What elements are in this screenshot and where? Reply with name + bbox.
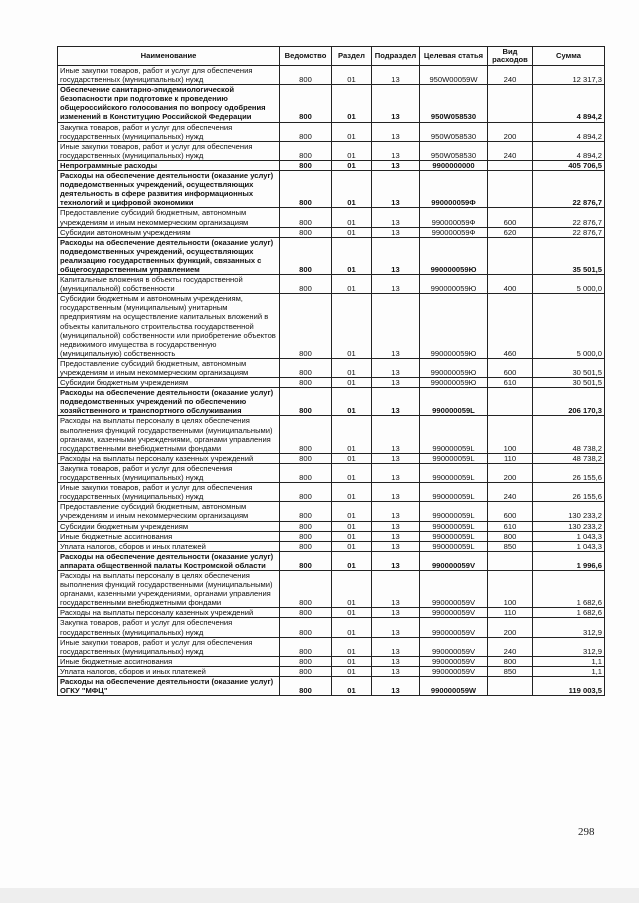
cell-exptype: 240 <box>488 483 533 502</box>
cell-exptype: 620 <box>488 227 533 237</box>
cell-subsection: 13 <box>372 171 420 208</box>
cell-sum: 5 000,0 <box>533 294 605 359</box>
cell-name: Уплата налогов, сборов и иных платежей <box>58 666 280 676</box>
cell-sum: 22 876,7 <box>533 171 605 208</box>
table-row <box>58 618 605 637</box>
cell-target: 990000059Ю <box>420 358 488 377</box>
cell-exptype <box>488 388 533 416</box>
cell-sum: 35 501,5 <box>533 237 605 274</box>
cell-subsection: 13 <box>372 275 420 294</box>
cell-sum: 1 043,3 <box>533 541 605 551</box>
cell-target: 990000059L <box>420 483 488 502</box>
table-row <box>58 656 605 666</box>
cell-exptype <box>488 160 533 170</box>
cell-subsection: 13 <box>372 66 420 85</box>
cell-name: Закупка товаров, работ и услуг для обеспечения государственных (муниципальных) нужд <box>58 618 280 637</box>
cell-subsection: 13 <box>372 237 420 274</box>
cell-dept: 800 <box>280 141 332 160</box>
cell-target: 950W00059W <box>420 66 488 85</box>
cell-name: Расходы на обеспечение деятельности (оказание услуг) подведомственных учреждений, осуществляющих реализацию государственных функций, связанных с общегосударственным управлением <box>58 237 280 274</box>
cell-section: 01 <box>332 85 372 122</box>
cell-target: 9900000000 <box>420 160 488 170</box>
table-row <box>58 608 605 618</box>
cell-name: Обеспечение санитарно-эпидемиологической безопасности при подготовке к проведению общероссийского голосования по вопросу одобрения изменений в Конституцию Российской Федерации <box>58 85 280 122</box>
table-row <box>58 677 605 696</box>
cell-section: 01 <box>332 551 372 570</box>
cell-subsection: 13 <box>372 618 420 637</box>
cell-dept: 800 <box>280 570 332 607</box>
cell-exptype: 240 <box>488 66 533 85</box>
cell-dept: 800 <box>280 416 332 453</box>
cell-name: Иные бюджетные ассигнования <box>58 531 280 541</box>
table-row <box>58 171 605 208</box>
cell-exptype: 610 <box>488 378 533 388</box>
cell-target: 990000059V <box>420 656 488 666</box>
cell-name: Закупка товаров, работ и услуг для обеспечения государственных (муниципальных) нужд <box>58 122 280 141</box>
cell-dept: 800 <box>280 208 332 227</box>
cell-target: 950W058530 <box>420 141 488 160</box>
cell-dept: 800 <box>280 541 332 551</box>
cell-name: Иные закупки товаров, работ и услуг для обеспечения государственных (муниципальных) нужд <box>58 637 280 656</box>
cell-subsection: 13 <box>372 677 420 696</box>
cell-exptype: 400 <box>488 275 533 294</box>
cell-section: 01 <box>332 66 372 85</box>
scan-bottom-band <box>0 888 639 903</box>
cell-dept: 800 <box>280 453 332 463</box>
cell-target: 990000059Ю <box>420 275 488 294</box>
cell-subsection: 13 <box>372 453 420 463</box>
cell-sum: 22 876,7 <box>533 227 605 237</box>
cell-name: Предоставление субсидий бюджетным, автономным учреждениям и иным некоммерческим организациям <box>58 208 280 227</box>
cell-target: 990000059L <box>420 502 488 521</box>
cell-subsection: 13 <box>372 378 420 388</box>
cell-section: 01 <box>332 237 372 274</box>
cell-subsection: 13 <box>372 358 420 377</box>
cell-section: 01 <box>332 358 372 377</box>
cell-exptype: 200 <box>488 463 533 482</box>
cell-sum: 30 501,5 <box>533 378 605 388</box>
table-row <box>58 66 605 85</box>
cell-exptype <box>488 677 533 696</box>
cell-subsection: 13 <box>372 463 420 482</box>
cell-exptype: 200 <box>488 122 533 141</box>
cell-target: 990000059Ю <box>420 294 488 359</box>
cell-subsection: 13 <box>372 388 420 416</box>
table-row <box>58 541 605 551</box>
cell-sum: 26 155,6 <box>533 483 605 502</box>
cell-section: 01 <box>332 618 372 637</box>
cell-exptype: 600 <box>488 502 533 521</box>
cell-exptype: 240 <box>488 637 533 656</box>
cell-section: 01 <box>332 171 372 208</box>
cell-subsection: 13 <box>372 416 420 453</box>
table-row <box>58 551 605 570</box>
cell-target: 990000059Ф <box>420 208 488 227</box>
table-row <box>58 275 605 294</box>
cell-exptype: 460 <box>488 294 533 359</box>
cell-target: 990000059V <box>420 637 488 656</box>
cell-target: 990000059W <box>420 677 488 696</box>
cell-name: Расходы на обеспечение деятельности (оказание услуг) аппарата общественной палаты Костромской области <box>58 551 280 570</box>
cell-dept: 800 <box>280 502 332 521</box>
table-row <box>58 122 605 141</box>
cell-subsection: 13 <box>372 608 420 618</box>
cell-section: 01 <box>332 666 372 676</box>
cell-target: 990000059L <box>420 453 488 463</box>
cell-target: 990000059Ю <box>420 378 488 388</box>
cell-subsection: 13 <box>372 227 420 237</box>
cell-dept: 800 <box>280 122 332 141</box>
cell-name: Капитальные вложения в объекты государственной (муниципальной) собственности <box>58 275 280 294</box>
table-body <box>58 66 605 696</box>
cell-name: Субсидии бюджетным и автономным учреждениям, государственным (муниципальным) унитарным предприятиям на осуществление капитальных вложений в объекты капитального строительства государственной (муниципальной) собственности или приобретение объектов недвижимого имущества в государственную (муниципальную) собственность <box>58 294 280 359</box>
cell-subsection: 13 <box>372 637 420 656</box>
cell-dept: 800 <box>280 637 332 656</box>
cell-name: Расходы на обеспечение деятельности (оказание услуг) подведомственных учреждений по обеспечению хозяйственного и транспортного обслуживания <box>58 388 280 416</box>
table-row <box>58 463 605 482</box>
table-row <box>58 521 605 531</box>
cell-exptype: 100 <box>488 416 533 453</box>
cell-sum: 1 996,6 <box>533 551 605 570</box>
cell-subsection: 13 <box>372 141 420 160</box>
table-row <box>58 358 605 377</box>
cell-target: 990000059V <box>420 666 488 676</box>
cell-section: 01 <box>332 208 372 227</box>
cell-name: Непрограммные расходы <box>58 160 280 170</box>
cell-target: 990000059L <box>420 531 488 541</box>
cell-target: 990000059V <box>420 618 488 637</box>
cell-section: 01 <box>332 416 372 453</box>
cell-section: 01 <box>332 531 372 541</box>
cell-target: 990000059Ю <box>420 237 488 274</box>
cell-dept: 800 <box>280 171 332 208</box>
cell-name: Субсидии автономным учреждениям <box>58 227 280 237</box>
cell-dept: 800 <box>280 66 332 85</box>
table-row <box>58 637 605 656</box>
cell-section: 01 <box>332 608 372 618</box>
cell-section: 01 <box>332 453 372 463</box>
cell-dept: 800 <box>280 227 332 237</box>
cell-sum: 206 170,3 <box>533 388 605 416</box>
table-row <box>58 531 605 541</box>
cell-subsection: 13 <box>372 570 420 607</box>
cell-exptype: 610 <box>488 521 533 531</box>
cell-dept: 800 <box>280 294 332 359</box>
cell-section: 01 <box>332 637 372 656</box>
page-number: 298 <box>578 826 595 838</box>
cell-dept: 800 <box>280 483 332 502</box>
cell-sum: 312,9 <box>533 618 605 637</box>
cell-sum: 1,1 <box>533 656 605 666</box>
header-name: Наименование <box>58 47 280 66</box>
cell-sum: 130 233,2 <box>533 521 605 531</box>
table-row <box>58 453 605 463</box>
cell-subsection: 13 <box>372 531 420 541</box>
cell-sum: 48 738,2 <box>533 453 605 463</box>
table-row <box>58 570 605 607</box>
cell-dept: 800 <box>280 677 332 696</box>
cell-section: 01 <box>332 160 372 170</box>
cell-dept: 800 <box>280 463 332 482</box>
table-row <box>58 666 605 676</box>
cell-subsection: 13 <box>372 666 420 676</box>
cell-name: Расходы на обеспечение деятельности (оказание услуг) ОГКУ "МФЦ" <box>58 677 280 696</box>
cell-sum: 312,9 <box>533 637 605 656</box>
cell-name: Субсидии бюджетным учреждениям <box>58 378 280 388</box>
cell-name: Иные закупки товаров, работ и услуг для обеспечения государственных (муниципальных) нужд <box>58 66 280 85</box>
cell-sum: 1 682,6 <box>533 608 605 618</box>
table-row <box>58 483 605 502</box>
cell-exptype: 850 <box>488 541 533 551</box>
cell-sum: 1 043,3 <box>533 531 605 541</box>
cell-section: 01 <box>332 677 372 696</box>
table-row <box>58 416 605 453</box>
cell-name: Иные бюджетные ассигнования <box>58 656 280 666</box>
table-row <box>58 388 605 416</box>
table-row <box>58 85 605 122</box>
cell-sum: 4 894,2 <box>533 122 605 141</box>
cell-exptype <box>488 237 533 274</box>
cell-section: 01 <box>332 483 372 502</box>
cell-subsection: 13 <box>372 502 420 521</box>
cell-subsection: 13 <box>372 656 420 666</box>
table-row <box>58 237 605 274</box>
cell-section: 01 <box>332 570 372 607</box>
cell-exptype: 110 <box>488 608 533 618</box>
cell-dept: 800 <box>280 666 332 676</box>
cell-exptype <box>488 171 533 208</box>
cell-target: 990000059Ф <box>420 227 488 237</box>
cell-target: 990000059V <box>420 608 488 618</box>
cell-dept: 800 <box>280 85 332 122</box>
header-subsection: Подраздел <box>372 47 420 66</box>
header-dept: Ведомство <box>280 47 332 66</box>
cell-name: Иные закупки товаров, работ и услуг для обеспечения государственных (муниципальных) нужд <box>58 141 280 160</box>
cell-subsection: 13 <box>372 483 420 502</box>
cell-sum: 4 894,2 <box>533 141 605 160</box>
cell-name: Уплата налогов, сборов и иных платежей <box>58 541 280 551</box>
cell-exptype: 240 <box>488 141 533 160</box>
table-row <box>58 208 605 227</box>
cell-exptype <box>488 551 533 570</box>
cell-sum: 119 003,5 <box>533 677 605 696</box>
cell-dept: 800 <box>280 160 332 170</box>
cell-dept: 800 <box>280 521 332 531</box>
cell-dept: 800 <box>280 551 332 570</box>
cell-target: 990000059L <box>420 541 488 551</box>
table-row <box>58 141 605 160</box>
cell-dept: 800 <box>280 656 332 666</box>
budget-table <box>57 46 605 696</box>
cell-section: 01 <box>332 122 372 141</box>
cell-sum: 5 000,0 <box>533 275 605 294</box>
cell-dept: 800 <box>280 275 332 294</box>
cell-subsection: 13 <box>372 541 420 551</box>
cell-sum: 4 894,2 <box>533 85 605 122</box>
table-row <box>58 227 605 237</box>
cell-section: 01 <box>332 227 372 237</box>
header-sum: Сумма <box>533 47 605 66</box>
cell-dept: 800 <box>280 237 332 274</box>
cell-dept: 800 <box>280 378 332 388</box>
cell-subsection: 13 <box>372 160 420 170</box>
cell-subsection: 13 <box>372 208 420 227</box>
cell-exptype: 100 <box>488 570 533 607</box>
cell-target: 990000059L <box>420 388 488 416</box>
table-row <box>58 160 605 170</box>
cell-section: 01 <box>332 378 372 388</box>
cell-sum: 30 501,5 <box>533 358 605 377</box>
cell-subsection: 13 <box>372 521 420 531</box>
cell-name: Предоставление субсидий бюджетным, автономным учреждениям и иным некоммерческим организациям <box>58 358 280 377</box>
cell-dept: 800 <box>280 358 332 377</box>
cell-name: Закупка товаров, работ и услуг для обеспечения государственных (муниципальных) нужд <box>58 463 280 482</box>
cell-dept: 800 <box>280 531 332 541</box>
cell-sum: 1,1 <box>533 666 605 676</box>
cell-target: 950W058530 <box>420 85 488 122</box>
cell-section: 01 <box>332 656 372 666</box>
cell-target: 990000059L <box>420 463 488 482</box>
cell-subsection: 13 <box>372 122 420 141</box>
cell-target: 990000059V <box>420 551 488 570</box>
cell-exptype: 200 <box>488 618 533 637</box>
cell-section: 01 <box>332 541 372 551</box>
cell-dept: 800 <box>280 608 332 618</box>
cell-exptype: 600 <box>488 358 533 377</box>
cell-target: 990000059L <box>420 416 488 453</box>
cell-subsection: 13 <box>372 294 420 359</box>
cell-target: 990000059Ф <box>420 171 488 208</box>
cell-name: Субсидии бюджетным учреждениям <box>58 521 280 531</box>
cell-sum: 130 233,2 <box>533 502 605 521</box>
cell-name: Расходы на выплаты персоналу в целях обеспечения выполнения функций государственными (муниципальными) органами, казенными учреждениями, органами управления государственными внебюджетными фондами <box>58 570 280 607</box>
cell-section: 01 <box>332 275 372 294</box>
table-header-row <box>58 47 605 66</box>
cell-section: 01 <box>332 521 372 531</box>
cell-name: Расходы на выплаты персоналу в целях обеспечения выполнения функций государственными (муниципальными) органами, казенными учреждениями, органами управления государственными внебюджетными фондами <box>58 416 280 453</box>
cell-section: 01 <box>332 502 372 521</box>
cell-sum: 26 155,6 <box>533 463 605 482</box>
cell-name: Расходы на выплаты персоналу казенных учреждений <box>58 608 280 618</box>
cell-sum: 22 876,7 <box>533 208 605 227</box>
header-target: Целевая статья <box>420 47 488 66</box>
cell-section: 01 <box>332 463 372 482</box>
cell-subsection: 13 <box>372 85 420 122</box>
header-section: Раздел <box>332 47 372 66</box>
cell-exptype: 800 <box>488 656 533 666</box>
cell-target: 950W058530 <box>420 122 488 141</box>
cell-section: 01 <box>332 141 372 160</box>
cell-sum: 12 317,3 <box>533 66 605 85</box>
cell-exptype: 600 <box>488 208 533 227</box>
cell-exptype: 850 <box>488 666 533 676</box>
table-row <box>58 294 605 359</box>
cell-exptype <box>488 85 533 122</box>
cell-sum: 1 682,6 <box>533 570 605 607</box>
table-row <box>58 378 605 388</box>
cell-name: Предоставление субсидий бюджетным, автономным учреждениям и иным некоммерческим организациям <box>58 502 280 521</box>
cell-sum: 48 738,2 <box>533 416 605 453</box>
cell-name: Расходы на обеспечение деятельности (оказание услуг) подведомственных учреждений, осуществляющих деятельность в сфере развития информационных технологий и цифровой экономики <box>58 171 280 208</box>
cell-dept: 800 <box>280 618 332 637</box>
cell-section: 01 <box>332 294 372 359</box>
cell-target: 990000059L <box>420 521 488 531</box>
header-exptype: Вид расходов <box>488 47 533 66</box>
cell-exptype: 110 <box>488 453 533 463</box>
table-row <box>58 502 605 521</box>
cell-name: Иные закупки товаров, работ и услуг для обеспечения государственных (муниципальных) нужд <box>58 483 280 502</box>
cell-sum: 405 706,5 <box>533 160 605 170</box>
cell-subsection: 13 <box>372 551 420 570</box>
cell-name: Расходы на выплаты персоналу казенных учреждений <box>58 453 280 463</box>
cell-exptype: 800 <box>488 531 533 541</box>
cell-target: 990000059V <box>420 570 488 607</box>
cell-section: 01 <box>332 388 372 416</box>
cell-dept: 800 <box>280 388 332 416</box>
